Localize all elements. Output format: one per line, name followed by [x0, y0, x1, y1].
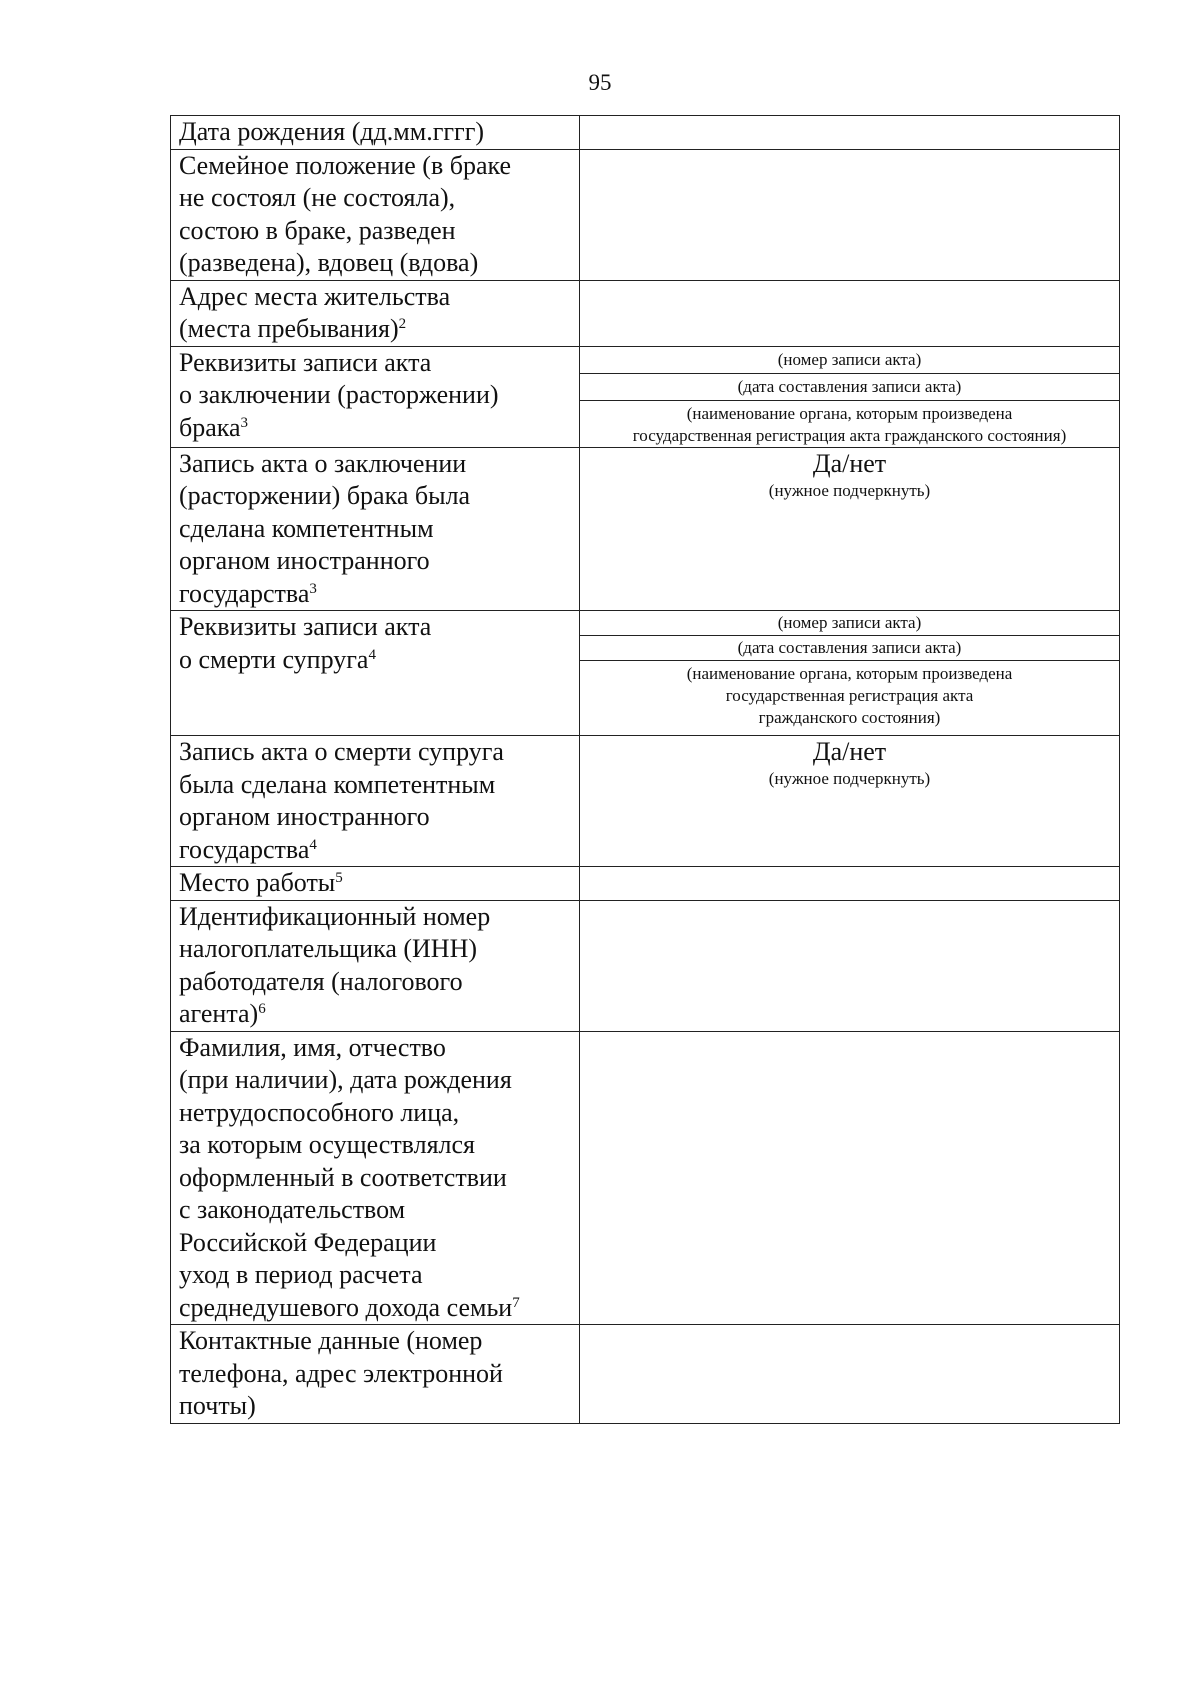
- row-death-record: [171, 611, 1120, 736]
- row-death-foreign: [171, 736, 1120, 867]
- row-marriage-foreign: [171, 447, 1120, 611]
- marriage-record-authority-field[interactable]: (наименование органа, которым произведена государственная регистрация акта гражданского состояния): [632, 403, 1067, 445]
- footnote-ref: 3: [240, 414, 249, 431]
- footnote-ref: 4: [309, 836, 317, 853]
- death-record-date-field[interactable]: (дата составления записи акта): [580, 636, 1119, 661]
- marriage-record-label: Реквизиты записи акта о заключении (расторжении) брака$^3$: [171, 346, 580, 447]
- death-record-number-field[interactable]: (номер записи акта): [580, 611, 1119, 636]
- death-foreign-field: [580, 736, 1120, 867]
- marriage-record-number-field[interactable]: (номер записи акта): [580, 347, 1119, 374]
- yes-no-choice[interactable]: Да/нет: [812, 737, 887, 766]
- death-record-label: Реквизиты записи акта о смерти супруга$^4$: [171, 611, 580, 736]
- footnote-ref: 2: [398, 316, 407, 332]
- page-number: 95: [588, 70, 612, 95]
- underline-hint: (нужное подчеркнуть): [768, 769, 931, 788]
- row-marital-status: [171, 149, 1120, 280]
- death-record-authority-field[interactable]: (наименование органа, которым произведена государственная регистрация акта гражданского состояния): [686, 664, 1013, 727]
- employer-inn-field[interactable]: [580, 900, 1120, 1031]
- address-label: Адрес места жительства (места пребывания)$^2$: [171, 280, 580, 346]
- marriage-record-fields: [580, 346, 1120, 447]
- employer-inn-label: Идентификационный номер налогоплательщика (ИНН) работодателя (налогового агента)$^6$: [171, 900, 580, 1031]
- workplace-field[interactable]: [580, 867, 1120, 901]
- underline-hint: (нужное подчеркнуть): [768, 480, 931, 500]
- care-person-field[interactable]: [580, 1031, 1120, 1325]
- footnote-ref: 3: [309, 580, 317, 597]
- birth-date-label: Дата рождения (дд.мм.гггг): [171, 116, 580, 150]
- contacts-label: Контактные данные (номер телефона, адрес электронной почты): [171, 1325, 580, 1424]
- footnote-ref: 7: [512, 1294, 520, 1311]
- applicant-info-table: [170, 115, 1120, 1424]
- address-field[interactable]: [580, 280, 1120, 346]
- row-address: [171, 280, 1120, 346]
- workplace-label: Место работы$^5$: [171, 867, 580, 901]
- death-foreign-label: Запись акта о смерти супруга была сделана компетентным органом иностранного государства$^4$: [171, 736, 580, 867]
- footnote-ref: 5: [335, 870, 343, 886]
- row-birth-date: [171, 116, 1120, 150]
- marital-status-field[interactable]: [580, 149, 1120, 280]
- footnote-ref: 6: [258, 1001, 266, 1017]
- row-employer-inn: [171, 900, 1120, 1031]
- care-person-label: Фамилия, имя, отчество (при наличии), дата рождения нетрудоспособного лица, за которым осуществлялся оформленный в соответствии с законодательством Российской Федерации уход в период расчета среднедушевого дохода семьи$^7$: [171, 1031, 580, 1325]
- death-record-fields: [580, 611, 1120, 736]
- contacts-field[interactable]: [580, 1325, 1120, 1424]
- row-marriage-record: [171, 346, 1120, 447]
- row-care-person: [171, 1031, 1120, 1325]
- marriage-foreign-label: Запись акта о заключении (расторжении) брака была сделана компетентным органом иностранного государства$^3$: [171, 447, 580, 611]
- footnote-ref: 4: [368, 646, 376, 663]
- marriage-record-date-field[interactable]: (дата составления записи акта): [580, 374, 1119, 401]
- marital-status-label: Семейное положение (в браке не состоял (не состояла), состою в браке, разведен (разведена), вдовец (вдова): [171, 149, 580, 280]
- yes-no-choice[interactable]: Да/нет: [812, 448, 887, 478]
- row-contacts: [171, 1325, 1120, 1424]
- row-workplace: [171, 867, 1120, 901]
- marriage-foreign-field: [580, 447, 1120, 611]
- birth-date-field[interactable]: [580, 116, 1120, 150]
